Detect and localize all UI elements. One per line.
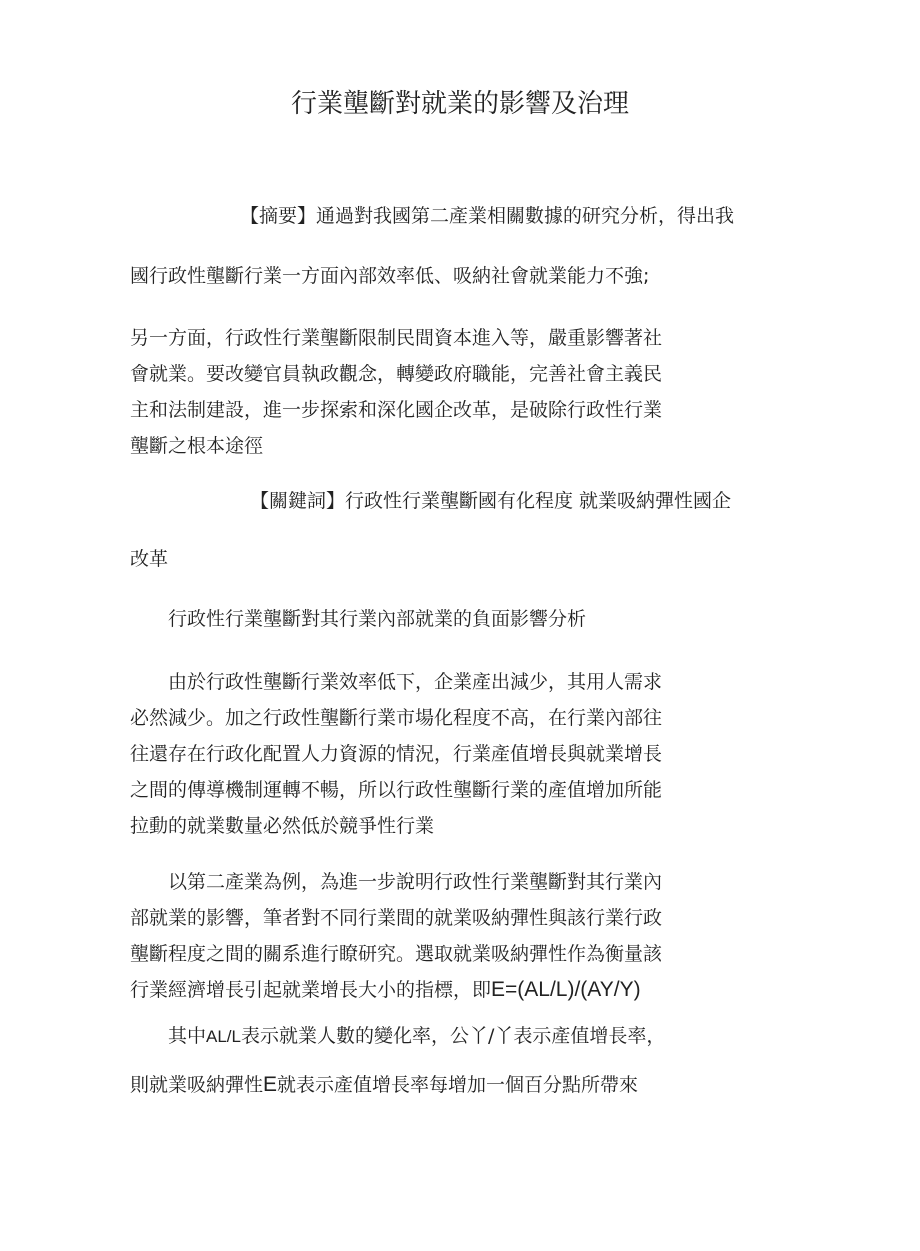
text-line: 另一方面，行政性行業壟斷限制民間資本進入等，嚴重影響著社 [130,327,663,349]
text-line: 以第二產業為例，為進一步說明行政性行業壟斷對其行業內 [168,871,663,893]
abstract-line-1: 【摘要】通過對我國第二產業相關數據的研究分析，得出我 [240,205,735,227]
paragraph-1 [130,664,662,844]
text-line: 之間的傳導機制運轉不暢，所以行政性壟斷行業的產值增加所能 [130,779,663,801]
document-title: 行業壟斷對就業的影響及治理 [290,89,629,119]
text-line: 主和法制建設，進一步探索和深化國企改革，是破除行政性行業 [130,399,663,421]
text-line: 必然減少。加之行政性壟斷行業市場化程度不高，在行業內部往 [130,707,663,729]
text-line: 壟斷程度之間的關系進行瞭研究。選取就業吸納彈性作為衡量該 [130,943,663,965]
keywords-line-1: 【關鍵詞】行政性行業壟斷國有化程度 就業吸納彈性國企 [250,490,732,512]
text-line: 部就業的影響，筆者對不同行業間的就業吸納彈性與該行業行政 [130,907,663,929]
abstract-paragraph [130,320,662,464]
text-line: 由於行政性壟斷行業效率低下，企業產出減少，其用人需求 [168,671,663,693]
text-span: 其中 [168,1025,207,1047]
text-span: 則就業吸納彈性 [130,1074,264,1096]
text-line: 會就業。要改變官員執政觀念，轉變政府職能，完善社會主義民 [130,363,663,385]
text-span: 就表示產值增長率每增加一個百分點所帶來 [277,1074,639,1096]
formula-symbol: AL/L [206,1027,241,1046]
text-line: 往還存在行政化配置人力資源的情況，行業產值增長與就業增長 [130,743,663,765]
elasticity-formula: E=(AL/L)/(AY/Y) [491,978,641,1001]
keywords-line-2: 改革 [130,548,169,570]
text-span: 表示就業人數的變化率，公丫/丫表示產值增長率， [241,1025,666,1047]
text-span: 行業經濟增長引起就業增長大小的指標，即 [130,979,492,1001]
formula-symbol: E [263,1073,278,1096]
paragraph-4 [130,1071,638,1099]
text-line [130,972,662,1008]
section-heading: 行政性行業壟斷對其行業內部就業的負面影響分析 [168,608,587,630]
text-line: 壟斷之根本途徑 [130,435,264,457]
paragraph-2 [130,864,662,1008]
paragraph-3 [168,1022,665,1051]
text-line: 拉動的就業數量必然低於競爭性行業 [130,815,435,837]
abstract-line-2: 國行政性壟斷行業一方面內部效率低、吸納社會就業能力不強; [130,265,650,287]
